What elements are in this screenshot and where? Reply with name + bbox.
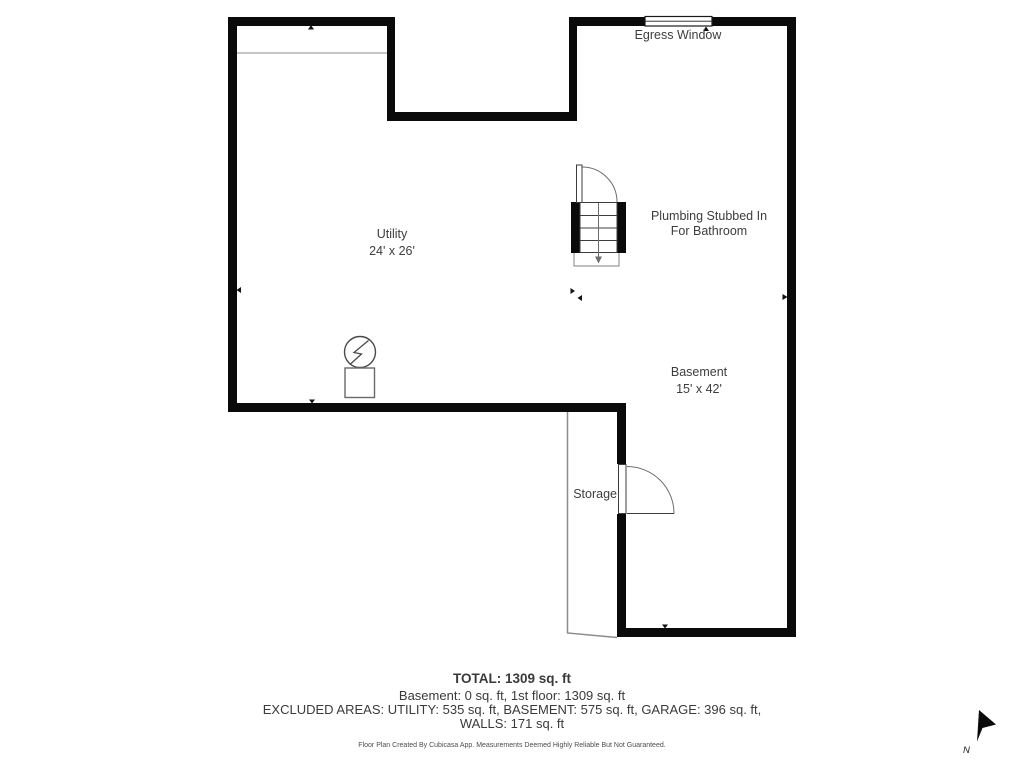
equipment-box-icon (345, 368, 375, 398)
wall-left (228, 17, 237, 412)
wall-top-left (228, 17, 395, 26)
basement-room-dimensions: 15' x 42' (676, 382, 722, 396)
wall-notch-bottom (387, 112, 577, 121)
basement-room-label: Basement (670, 365, 728, 379)
utility-room-label: Utility (376, 227, 408, 241)
window-icon (645, 17, 712, 27)
marker-utility-bottom-wall (309, 400, 315, 404)
egress-window-label: Egress Window (634, 28, 722, 42)
storage-outline (568, 412, 618, 638)
walls-area-text: WALLS: 171 sq. ft (459, 715, 565, 731)
electrical-panel-icon (345, 337, 376, 368)
marker-basement-left-b (578, 295, 583, 301)
wall-utility-bottom (228, 403, 626, 412)
staircase-icon (574, 203, 619, 267)
door-swing-icon (619, 465, 675, 514)
total-area-text: TOTAL: 1309 sq. ft (452, 671, 572, 686)
storage-room-label: Storage (573, 486, 617, 501)
marker-right-wall (783, 294, 788, 300)
utility-room-dimensions: 24' x 26' (369, 244, 415, 258)
wall-top-mid (569, 17, 645, 26)
door-swing-icon (577, 165, 618, 203)
excluded-areas-text: EXCLUDED AREAS: UTILITY: 535 sq. ft, BASEMENT: 575 sq. ft, GARAGE: 396 sq. ft, (262, 701, 762, 717)
marker-basement-bottom-wall (662, 625, 668, 629)
wall-top-right (712, 17, 796, 26)
wall-notch-left (387, 17, 395, 121)
disclaimer-text: Floor Plan Created By Cubicasa App. Measurements Deemed Highly Reliable But Not Guaranteed. (358, 742, 666, 749)
plumbing-note (629, 209, 789, 238)
plumbing-note-line1: Plumbing Stubbed In (650, 209, 768, 223)
stair-direction-arrow (595, 257, 602, 264)
wall-stair-right (617, 202, 626, 253)
wall-divider-lower (617, 514, 626, 637)
wall-divider-upper (617, 403, 626, 464)
wall-right (787, 17, 796, 637)
wall-stair-left (571, 202, 580, 253)
marker-left-wall (237, 287, 242, 293)
walls (228, 17, 796, 637)
plumbing-note-line2: For Bathroom (670, 223, 748, 238)
marker-basement-left (571, 288, 576, 294)
floor-areas-text: Basement: 0 sq. ft, 1st floor: 1309 sq. ft (398, 687, 626, 703)
north-label: N (963, 745, 970, 756)
wall-notch-right (569, 17, 577, 121)
wall-bottom (617, 628, 796, 637)
